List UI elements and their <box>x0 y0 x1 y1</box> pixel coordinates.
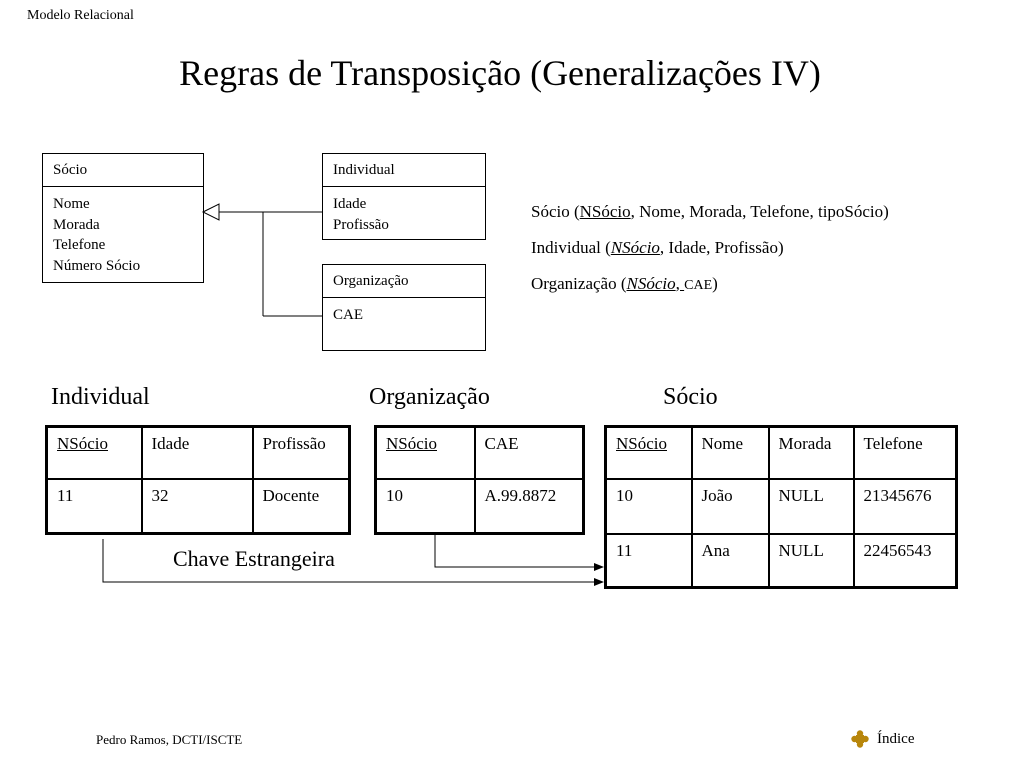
column-header: Telefone <box>854 427 957 479</box>
index-label: Índice <box>877 730 915 747</box>
table-title-individual: Individual <box>51 384 150 410</box>
column-header: Morada <box>769 427 854 479</box>
schema-close: ) <box>712 274 718 293</box>
primary-key: NSócio <box>579 202 631 221</box>
table-cell: 11 <box>606 534 692 588</box>
schema-relation-name: Organização <box>531 274 617 293</box>
table-cell: João <box>692 479 769 534</box>
footer-author: Pedro Ramos, DCTI/ISCTE <box>96 732 243 747</box>
schema-attribute: CAE <box>684 278 713 293</box>
arrowhead-icon <box>594 563 604 571</box>
column-header: Idade <box>142 427 253 479</box>
schema-relation-name: Sócio <box>531 202 570 221</box>
table-cell: 22456543 <box>854 534 957 588</box>
table-cell: Ana <box>692 534 769 588</box>
table-cell: Docente <box>253 479 350 534</box>
uml-attribute: Idade <box>333 196 367 212</box>
arrowhead-icon <box>594 578 604 586</box>
uml-attribute: CAE <box>333 307 363 323</box>
schema-rest: , Idade, Profissão) <box>659 238 784 257</box>
diamond-bullet-icon <box>851 730 869 748</box>
table-title-organizacao: Organização <box>369 384 490 410</box>
column-header: Profissão <box>253 427 350 479</box>
slide-title: Regras de Transposição (Generalizações IV) <box>179 53 821 93</box>
table-title-socio: Sócio <box>663 384 718 410</box>
table-cell: 10 <box>606 479 692 534</box>
table-cell: 32 <box>142 479 253 534</box>
index-link[interactable] <box>851 730 914 748</box>
fk-arrow-organizacao <box>435 534 596 567</box>
schema-open: ( <box>616 274 627 293</box>
schema-separator: , <box>675 274 685 293</box>
uml-attribute: Morada <box>53 216 100 233</box>
column-header: NSócio <box>47 427 142 479</box>
table-cell: NULL <box>769 479 854 534</box>
foreign-key-label: Chave Estrangeira <box>173 546 335 571</box>
schema-rest: , Nome, Morada, Telefone, tipoSócio) <box>630 202 889 221</box>
table-cell: 11 <box>47 479 142 534</box>
uml-class-name: Sócio <box>43 154 203 187</box>
table-cell: A.99.8872 <box>475 479 584 534</box>
header-label: Modelo Relacional <box>27 8 134 23</box>
column-header: CAE <box>475 427 584 479</box>
schema-open: ( <box>569 202 580 221</box>
primary-foreign-key: NSócio <box>626 274 676 293</box>
table-cell: 21345676 <box>854 479 957 534</box>
schema-open: ( <box>600 238 611 257</box>
uml-attribute: Profissão <box>333 216 389 233</box>
column-header: NSócio <box>606 427 692 479</box>
table-cell: NULL <box>769 534 854 588</box>
table-cell: 10 <box>376 479 475 534</box>
uml-class-name: Individual <box>323 154 485 187</box>
primary-foreign-key: NSócio <box>610 238 660 257</box>
column-header: Nome <box>692 427 769 479</box>
uml-class-name: Organização <box>323 265 485 298</box>
uml-attribute: Nome <box>53 196 90 212</box>
uml-attribute: Número Sócio <box>53 257 141 274</box>
schema-relation-name: Individual <box>531 238 601 257</box>
uml-attribute: Telefone <box>53 237 106 253</box>
column-header: NSócio <box>376 427 475 479</box>
